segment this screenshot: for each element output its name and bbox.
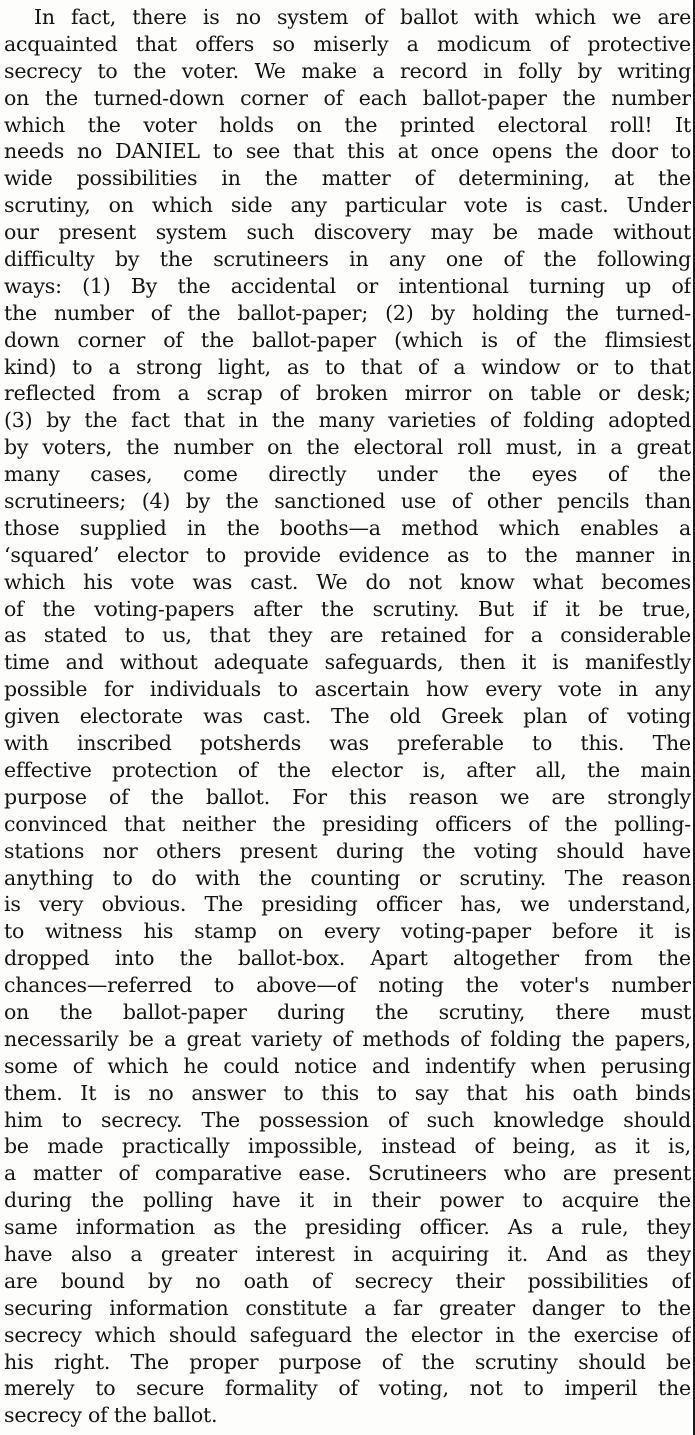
text-line: are bound by no oath of secrecy their possibilities of <box>4 1268 691 1293</box>
text-line: ‘squared’ elector to provide evidence as to the manner in <box>4 542 691 567</box>
text-line: convinced that neither the presiding officers of the polling- <box>4 811 691 836</box>
text-line: merely to secure formality of voting, not to imperil the <box>4 1376 691 1401</box>
text-line: the number of the ballot-paper; (2) by holding the turned- <box>4 300 691 325</box>
text-line: secrecy of the ballot. <box>4 1403 218 1428</box>
article-column <box>4 4 691 1429</box>
text-line: acquainted that offers so miserly a modicum of protective <box>4 31 691 56</box>
text-line: many cases, come directly under the eyes of the <box>4 462 691 487</box>
text-line: by voters, the number on the electoral roll must, in a great <box>4 435 691 460</box>
text-line: which his vote was cast. We do not know what becomes <box>4 569 691 594</box>
text-line: those supplied in the booths—a method which enables a <box>4 515 691 540</box>
text-line: him to secrecy. The possession of such knowledge should <box>4 1107 691 1132</box>
text-line: which the voter holds on the printed electoral roll! It <box>4 112 691 137</box>
text-line: on the ballot-paper during the scrutiny, there must <box>4 999 691 1024</box>
text-line: them. It is no answer to this to say that his oath binds <box>4 1080 691 1105</box>
text-line: necessarily be a great variety of methods of folding the papers, <box>4 1026 691 1051</box>
text-line: some of which he could notice and indentify when perusing <box>4 1053 691 1078</box>
text-line: as stated to us, that they are retained for a considerable <box>4 623 691 648</box>
text-line: (3) by the fact that in the many varieties of folding adopted <box>4 408 691 433</box>
text-line: be made practically impossible, instead of being, as it is, <box>4 1134 691 1159</box>
text-line: dropped into the ballot-box. Apart altogether from the <box>4 946 691 971</box>
text-line: wide possibilities in the matter of determining, at the <box>4 166 691 191</box>
text-line: In fact, there is no system of ballot with which we are <box>34 5 691 29</box>
text-line: difficulty by the scrutineers in any one of the following <box>4 247 691 272</box>
text-line: with inscribed potsherds was preferable to this. The <box>4 731 691 756</box>
text-line: needs no DANIEL to see that this at once opens the door to <box>4 139 691 164</box>
text-line: on the turned-down corner of each ballot-paper the number <box>4 85 691 110</box>
text-line: secrecy which should safeguard the elector in the exercise of <box>4 1322 691 1347</box>
text-line: chances—referred to above—of noting the voter's number <box>4 973 691 998</box>
text-line: given electorate was cast. The old Greek plan of voting <box>4 704 691 729</box>
text-line: scrutineers; (4) by the sanctioned use of other pencils than <box>4 489 691 514</box>
text-line: effective protection of the elector is, after all, the main <box>4 757 691 782</box>
text-line: is very obvious. The presiding officer has, we understand, <box>4 892 691 917</box>
text-line: of the voting-papers after the scrutiny. But if it be true, <box>4 596 691 621</box>
text-line: time and without adequate safeguards, then it is manifestly <box>4 650 691 675</box>
text-line: down corner of the ballot-paper (which is of the flimsiest <box>4 327 691 352</box>
text-line: his right. The proper purpose of the scrutiny should be <box>4 1349 691 1374</box>
text-line: stations nor others present during the voting should have <box>4 838 691 863</box>
text-line: to witness his stamp on every voting-paper before it is <box>4 919 691 944</box>
text-line: a matter of comparative ease. Scrutineers who are present <box>4 1161 691 1186</box>
text-line: ways: (1) By the accidental or intentional turning up of <box>4 273 691 298</box>
text-line: same information as the presiding officer. As a rule, they <box>4 1215 691 1240</box>
text-line: reflected from a scrap of broken mirror on table or desk; <box>4 381 691 406</box>
text-line: purpose of the ballot. For this reason we are strongly <box>4 784 691 809</box>
text-line: kind) to a strong light, as to that of a window or to that <box>4 354 691 379</box>
text-line: scrutiny, on which side any particular vote is cast. Under <box>4 193 691 218</box>
text-line: our present system such discovery may be made without <box>4 220 691 245</box>
text-line: securing information constitute a far greater danger to the <box>4 1295 691 1320</box>
text-line: have also a greater interest in acquiring it. And as they <box>4 1241 691 1266</box>
text-line: during the polling have it in their power to acquire the <box>4 1188 691 1213</box>
text-line: anything to do with the counting or scrutiny. The reason <box>4 865 691 890</box>
text-line: possible for individuals to ascertain how every vote in any <box>4 677 691 702</box>
text-line: secrecy to the voter. We make a record in folly by writing <box>4 58 691 83</box>
